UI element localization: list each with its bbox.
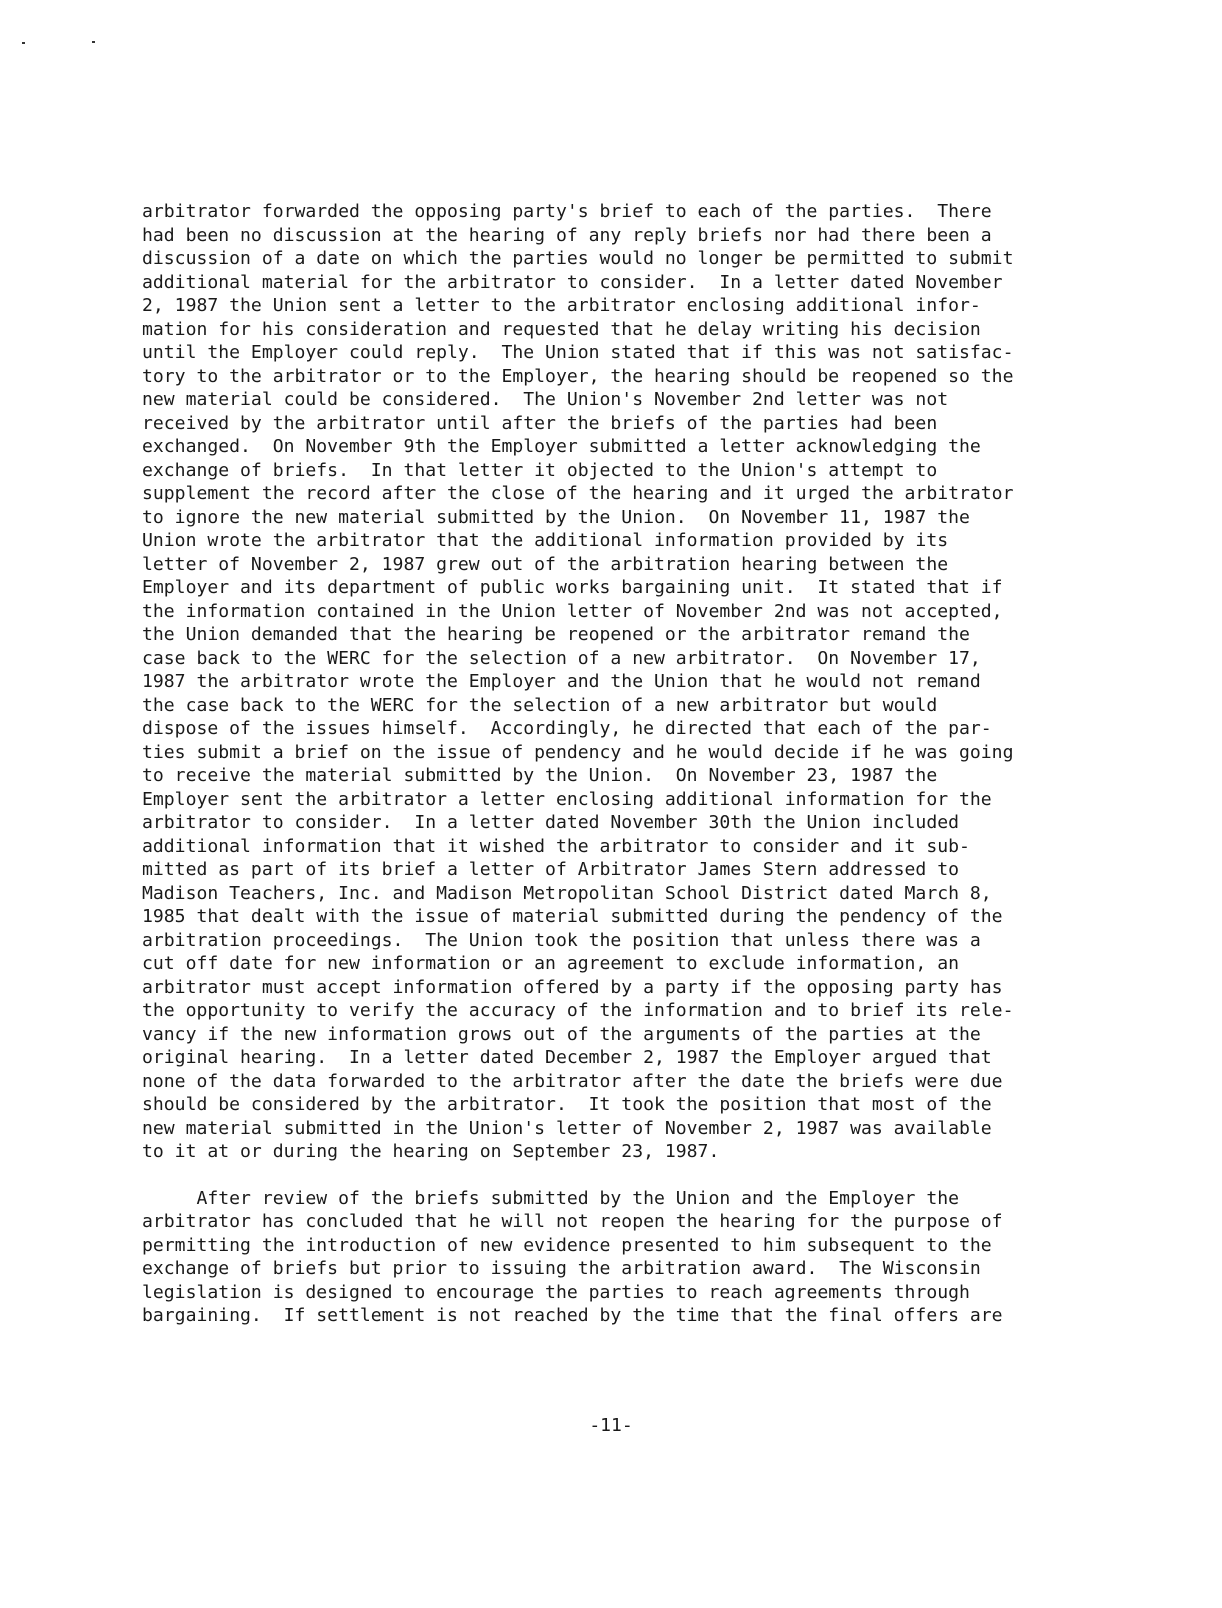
text-line: exchanged. On November 9th the Employer submitted a letter acknowledging the (142, 436, 981, 457)
text-line: permitting the introduction of new evidence presented to him subsequent to the (142, 1234, 992, 1256)
text-line: none of the data forwarded to the arbitrator after the date the briefs were due (142, 1070, 1003, 1092)
text-line: should be considered by the arbitrator. It took the position that most of the (142, 1094, 992, 1115)
paragraph-2 (142, 1187, 1142, 1328)
text-line: exchange of briefs but prior to issuing the arbitration award. The Wisconsin (142, 1258, 981, 1279)
text-line: ties submit a brief on the issue of pendency and he would decide if he was going (142, 741, 1014, 763)
scan-speck (92, 41, 95, 43)
page-number: -11- (589, 1415, 633, 1436)
text-line: mitted as part of its brief a letter of Arbitrator James Stern addressed to (142, 859, 960, 880)
text-line: case back to the WERC for the selection of a new arbitrator. On November 17, (142, 647, 981, 669)
text-line: the opportunity to verify the accuracy of the information and to brief its rele- (142, 1000, 1014, 1021)
text-line: After review of the briefs submitted by the Union and the Employer the (142, 1187, 960, 1209)
text-line: vancy if the new information grows out of the arguments of the parties at the (142, 1023, 981, 1045)
paragraph-gap (142, 1164, 1142, 1187)
text-line: to receive the material submitted by the Union. On November 23, 1987 the (142, 765, 938, 786)
text-line: bargaining. If settlement is not reached by the time that the final offers are (142, 1305, 1003, 1326)
text-line: exchange of briefs. In that letter it objected to the Union's attempt to (142, 459, 938, 481)
text-line: 1985 that dealt with the issue of material submitted during the pendency of the (142, 906, 1003, 927)
text-line: additional material for the arbitrator to consider. In a letter dated November (142, 271, 1003, 293)
text-line: arbitrator to consider. In a letter dated November 30th the Union included (142, 812, 960, 833)
text-line: letter of November 2, 1987 grew out of the arbitration hearing between the (142, 553, 949, 575)
scan-specks (22, 38, 102, 48)
document-body (142, 200, 1142, 1328)
text-line: until the Employer could reply. The Union stated that if this was not satisfac- (142, 342, 1014, 363)
paragraph-1 (142, 200, 1142, 1164)
text-line: arbitration proceedings. The Union took the position that unless there was a (142, 929, 981, 951)
text-line: Madison Teachers, Inc. and Madison Metropolitan School District dated March 8, (142, 882, 992, 904)
text-line: arbitrator forwarded the opposing party's brief to each of the parties. There (142, 201, 992, 222)
scan-speck (22, 42, 25, 44)
text-line: 1987 the arbitrator wrote the Employer and the Union that he would not remand (142, 671, 981, 692)
text-line: the Union demanded that the hearing be reopened or the arbitrator remand the (142, 624, 970, 645)
text-line: 2, 1987 the Union sent a letter to the arbitrator enclosing additional infor- (142, 295, 981, 316)
text-line: mation for his consideration and requested that he delay writing his decision (142, 318, 981, 340)
text-line: Employer sent the arbitrator a letter enclosing additional information for the (142, 788, 992, 810)
text-line: to ignore the new material submitted by the Union. On November 11, 1987 the (142, 506, 970, 528)
text-line: legislation is designed to encourage the parties to reach agreements through (142, 1281, 970, 1303)
text-line: new material submitted in the Union's letter of November 2, 1987 was available (142, 1117, 992, 1139)
text-line: arbitrator has concluded that he will not reopen the hearing for the purpose of (142, 1211, 1003, 1232)
text-line: discussion of a date on which the parties would no longer be permitted to submit (142, 248, 1014, 269)
text-line: the case back to the WERC for the selection of a new arbitrator but would (142, 694, 938, 716)
text-line: cut off date for new information or an agreement to exclude information, an (142, 953, 960, 974)
text-line: arbitrator must accept information offered by a party if the opposing party has (142, 976, 1003, 998)
text-line: dispose of the issues himself. Accordingly, he directed that each of the par- (142, 718, 992, 739)
text-line: received by the arbitrator until after the briefs of the parties had been (142, 412, 938, 434)
text-line: the information contained in the Union letter of November 2nd was not accepted, (142, 600, 1003, 622)
text-line: additional information that it wished the arbitrator to consider and it sub- (142, 835, 970, 857)
text-line: tory to the arbitrator or to the Employer, the hearing should be reopened so the (142, 365, 1014, 387)
text-line: supplement the record after the close of the hearing and it urged the arbitrator (142, 483, 1014, 504)
text-line: to it at or during the hearing on September 23, 1987. (142, 1141, 720, 1162)
text-line: Employer and its department of public works bargaining unit. It stated that if (142, 577, 1003, 598)
text-line: had been no discussion at the hearing of any reply briefs nor had there been a (142, 224, 992, 246)
text-line: original hearing. In a letter dated December 2, 1987 the Employer argued that (142, 1047, 992, 1068)
text-line: Union wrote the arbitrator that the additional information provided by its (142, 530, 949, 551)
text-line: new material could be considered. The Union's November 2nd letter was not (142, 389, 949, 410)
